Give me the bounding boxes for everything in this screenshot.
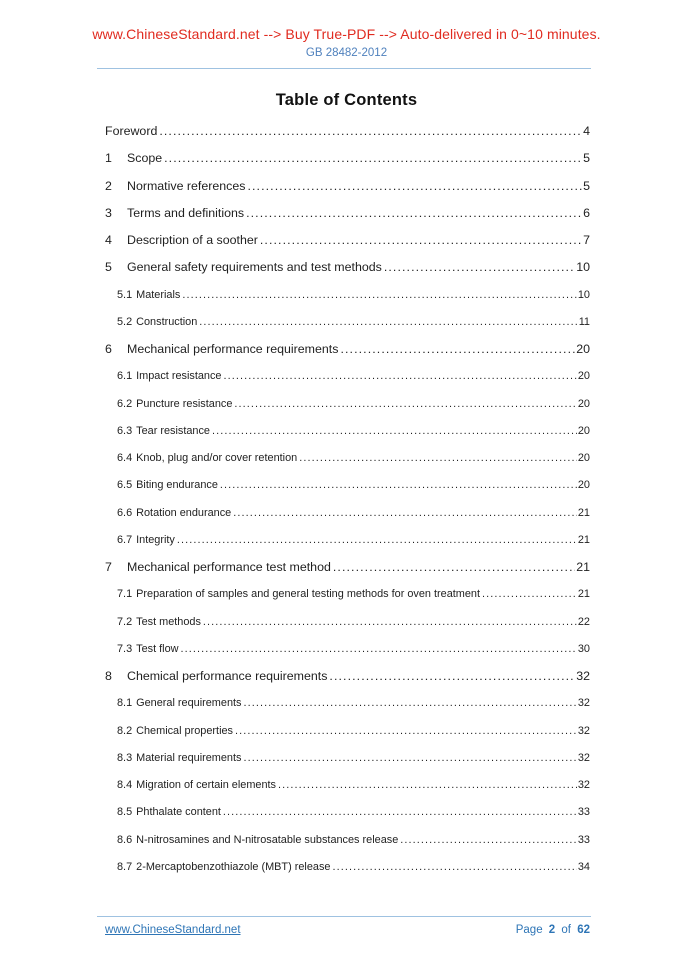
toc-dot-leader [332, 854, 576, 881]
toc-entry-label: Description of a soother [127, 233, 258, 247]
toc-entry-label: Chemical properties [136, 724, 233, 737]
standard-code: GB 28482-2012 [305, 47, 388, 59]
toc-entry-page: 32 [576, 669, 590, 683]
total-page-number: 62 [577, 924, 590, 936]
toc-entry-label: Biting endurance [136, 479, 218, 492]
toc-entry-page: 11 [578, 315, 590, 328]
toc-row [105, 363, 590, 390]
toc-dot-leader [199, 309, 577, 336]
toc-row [105, 581, 590, 608]
page-footer [0, 916, 693, 936]
toc-entry-page: 20 [577, 397, 590, 410]
toc-row [105, 173, 590, 200]
toc-entry-label: Terms and definitions [127, 205, 245, 220]
toc-row [105, 309, 590, 336]
toc-entry-number: 6.4 [117, 452, 133, 464]
toc-entry-page: 32 [577, 779, 590, 791]
toc-row [105, 718, 590, 745]
toc-dot-leader [223, 363, 576, 390]
toc-entry-number: 5.2 [117, 315, 133, 328]
toc-dot-leader [247, 173, 582, 200]
toc-entry-page: 21 [577, 588, 590, 601]
toc-dot-leader [177, 527, 577, 554]
toc-entry-label: Chemical performance requirements [127, 669, 328, 683]
toc-row [105, 554, 590, 581]
toc-entry-page: 10 [576, 260, 590, 275]
toc-dot-leader [203, 609, 577, 636]
toc-row [105, 690, 590, 717]
toc-row [105, 282, 590, 309]
toc-dot-leader [246, 200, 582, 227]
toc-dot-leader [243, 745, 576, 772]
toc-row [105, 118, 590, 145]
toc-row [105, 445, 590, 472]
toc-row [105, 609, 590, 636]
toc-row [105, 200, 590, 227]
toc-entry-label: Material requirements [136, 751, 242, 764]
toc-entry-number: 7.2 [117, 615, 133, 628]
toc-entry-label: Test flow [136, 642, 179, 655]
toc-entry-label: Phthalate content [136, 806, 221, 819]
toc-entry-label: Puncture resistance [136, 397, 233, 410]
toc-entry-label: General safety requirements and test methods [127, 260, 382, 275]
current-page-number: 2 [548, 924, 556, 936]
header-rule [97, 68, 591, 69]
toc-entry-number: 7 [105, 560, 112, 574]
toc-row [105, 772, 590, 799]
toc-entry-page: 5 [583, 178, 590, 193]
promo-banner-text: www.ChineseStandard.net --> Buy True-PDF --> Auto-delivered in 0~10 minutes. [92, 26, 601, 42]
toc-entry-number: 8.7 [117, 860, 133, 873]
toc-entry-page: 21 [576, 560, 590, 574]
toc-entry-label: Rotation endurance [136, 506, 232, 519]
page-header [0, 0, 693, 69]
toc-row [105, 854, 590, 881]
toc-entry-page: 20 [576, 342, 590, 356]
toc-dot-leader [234, 391, 576, 418]
toc-entry-label: Scope [127, 151, 163, 166]
toc-entry-label: Preparation of samples and general testing methods for oven treatment [136, 588, 480, 601]
toc-entry-number: 6.7 [117, 533, 133, 546]
toc-entry-label: Mechanical performance requirements [127, 342, 339, 356]
toc-dot-leader [223, 799, 577, 826]
toc-entry-label: Foreword [105, 124, 158, 138]
toc-entry-label: Materials [136, 288, 181, 301]
toc-entry-page: 22 [577, 615, 590, 628]
toc-row [105, 145, 590, 172]
toc-entry-page: 32 [577, 697, 590, 710]
toc-entry-number: 8.1 [117, 697, 133, 710]
toc-entry-number: 6.6 [117, 506, 133, 519]
toc-entry-number: 8.6 [117, 833, 133, 846]
toc-row [105, 636, 590, 663]
toc-entry-number: 5.1 [117, 288, 133, 301]
toc-entry-page: 20 [577, 452, 590, 464]
toc-entry-page: 32 [577, 751, 590, 764]
toc-dot-leader [233, 500, 577, 527]
toc-entry-page: 21 [577, 533, 590, 546]
toc-entry-label: Knob, plug and/or cover retention [136, 452, 298, 464]
toc-list [105, 118, 590, 881]
toc-entry-page: 32 [577, 724, 590, 737]
toc-entry-page: 20 [577, 479, 590, 492]
page-label: Page [515, 924, 543, 936]
toc-row [105, 663, 590, 690]
toc-dot-leader [181, 636, 577, 663]
toc-dot-leader [340, 336, 575, 363]
toc-dot-leader [333, 554, 575, 581]
toc-entry-label: Impact resistance [136, 370, 222, 383]
toc-dot-leader [384, 254, 575, 281]
toc-entry-number: 6.2 [117, 397, 133, 410]
toc-entry-number: 6.1 [117, 370, 133, 383]
toc-dot-leader [299, 445, 577, 472]
toc-row [105, 227, 590, 254]
toc-entry-number: 8.4 [117, 779, 133, 791]
toc-entry-label: Integrity [136, 533, 175, 546]
toc-row [105, 500, 590, 527]
toc-entry-number: 3 [105, 205, 112, 220]
of-label: of [561, 924, 571, 936]
toc-row [105, 336, 590, 363]
toc-dot-leader [164, 145, 582, 172]
toc-entry-label: Tear resistance [136, 424, 210, 437]
toc-entry-label: N-nitrosamines and N-nitrosatable substances release [136, 833, 399, 846]
toc-entry-label: Migration of certain elements [136, 779, 276, 791]
toc-dot-leader [159, 118, 582, 145]
toc-dot-leader [212, 418, 577, 445]
toc-entry-label: Test methods [136, 615, 201, 628]
toc-row [105, 472, 590, 499]
toc-entry-number: 1 [105, 151, 112, 166]
toc-entry-page: 7 [583, 233, 590, 247]
page-indicator [513, 924, 590, 936]
toc-row [105, 827, 590, 854]
toc-entry-label: Construction [136, 315, 198, 328]
toc-dot-leader [243, 690, 576, 717]
toc-row [105, 745, 590, 772]
toc-entry-page: 5 [583, 151, 590, 166]
toc-entry-number: 8.3 [117, 751, 133, 764]
footer-website-link[interactable]: www.ChineseStandard.net [105, 924, 241, 936]
toc-entry-number: 7.3 [117, 642, 133, 655]
toc-entry-page: 30 [577, 642, 590, 655]
toc-dot-leader [278, 772, 577, 799]
toc-row [105, 254, 590, 281]
toc-entry-page: 33 [577, 806, 590, 819]
toc-entry-page: 10 [577, 288, 590, 301]
toc-entry-page: 20 [577, 424, 590, 437]
toc-entry-number: 2 [105, 178, 112, 193]
toc-entry-page: 34 [577, 860, 590, 873]
toc-dot-leader [182, 282, 577, 309]
toc-entry-label: 2-Mercaptobenzothiazole (MBT) release [136, 860, 331, 873]
toc-entry-page: 4 [583, 124, 590, 138]
toc-entry-number: 4 [105, 233, 112, 247]
toc-entry-number: 8.5 [117, 806, 133, 819]
toc-entry-number: 5 [105, 260, 112, 275]
toc-row [105, 418, 590, 445]
toc-entry-number: 8.2 [117, 724, 133, 737]
toc-row [105, 391, 590, 418]
toc-row [105, 799, 590, 826]
toc-row [105, 527, 590, 554]
toc-entry-page: 20 [577, 370, 590, 383]
toc-dot-leader [400, 827, 577, 854]
toc-dot-leader [482, 581, 577, 608]
toc-entry-page: 21 [577, 506, 590, 519]
toc-entry-page: 33 [577, 833, 590, 846]
toc-dot-leader [329, 663, 575, 690]
toc-entry-label: Normative references [127, 178, 246, 193]
toc-entry-number: 8 [105, 669, 112, 683]
toc-entry-label: General requirements [136, 697, 242, 710]
toc-entry-number: 6.5 [117, 479, 133, 492]
toc-dot-leader [235, 718, 577, 745]
toc-entry-number: 6 [105, 342, 112, 356]
toc-dot-leader [260, 227, 582, 254]
footer-rule [97, 916, 591, 917]
toc-entry-page: 6 [583, 205, 590, 220]
page-title: Table of Contents [275, 91, 418, 109]
toc-entry-number: 6.3 [117, 424, 133, 437]
toc-dot-leader [220, 472, 577, 499]
toc-entry-number: 7.1 [117, 588, 133, 601]
toc-entry-label: Mechanical performance test method [127, 560, 331, 574]
